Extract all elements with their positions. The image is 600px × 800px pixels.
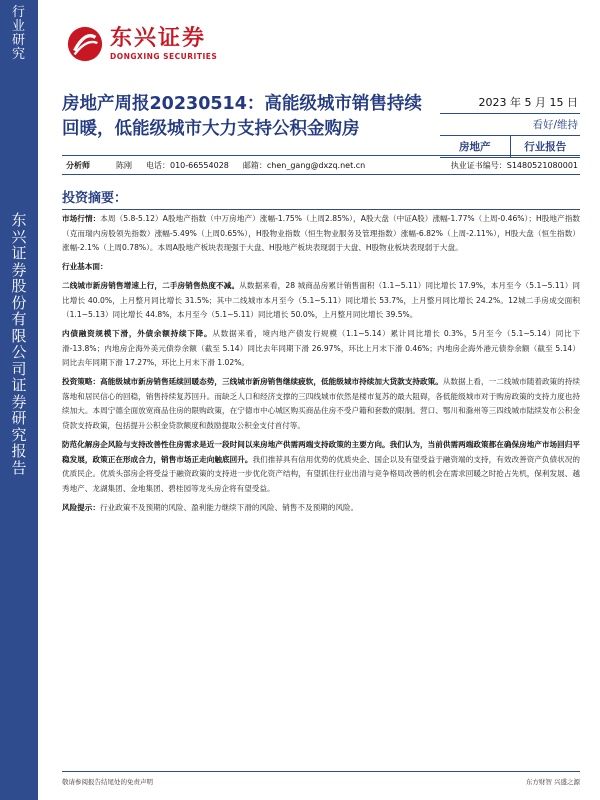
logo-name-en: DONGXING SECURITIES — [110, 52, 218, 61]
analyst-phone: 电话：010-66554028 — [146, 160, 229, 170]
fundamentals-label: 行业基本面： — [62, 262, 108, 272]
report-title: 房地产周报20230514：高能级城市销售持续回暖，低能级城市大力支持公积金购房 — [62, 94, 422, 139]
report-info-box — [440, 92, 580, 158]
strategy-paragraph — [62, 375, 580, 434]
report-type-tag: 行业报告 — [510, 136, 581, 157]
fundamentals-heading — [62, 260, 580, 275]
strategy-text: 从数据上看，一二线城市随着政策的持续落地和居民信心的回稳，销售持续复苏回升。而缺乏人口和经济支撑的三四线城市依然是楼市复苏的最大阻碍，各低能级城市对于购房政策的支持力度也持续加大。本周宁德全面放宽商品住房的限购政策，在宁德市中心城区购买商品住房不受户籍和套数的限制。营口、鄂川和滁州等三四线城市陆续发布公积金贷款支持政策，包括提升公积金贷款额度和鼓励提取公积金支付首付等。 — [62, 377, 581, 431]
sales-paragraph — [62, 279, 580, 323]
financing-label: 内债融资规模下滑，外债余额持续下降。 — [62, 328, 213, 338]
sector-tag: 房地产 — [459, 141, 491, 153]
disclaimer-note: 敬请参阅报告结尾处的免责声明 — [62, 778, 153, 786]
logo-name-cn: 东兴证券 — [110, 26, 207, 51]
analyst-name: 陈刚 — [116, 160, 132, 170]
company-logo — [66, 20, 217, 68]
logo-emblem-icon — [66, 25, 104, 63]
sales-label: 二线城市新房销售增速上行，二手房销售热度不减。 — [62, 280, 240, 290]
report-date: 2023 年 5 月 15 日 — [440, 92, 580, 114]
financing-text: 从数据来看，境内地产债发行规模（1.1~5.14）累计同比增长 0.3%，5月至今（5.1~5.14）同比下滑-13.8%；内地房企海外美元债券余额（截至 5.14）同比去年同期下滑 26.97%，环比上月末下滑 0.46%；内地房企海外港元债券余额（截至 5.14）同比去年同期下滑 17.27%，环比上月末下滑 1.02%。 — [62, 328, 581, 368]
financing-paragraph — [62, 327, 580, 371]
analyst-row — [62, 155, 580, 175]
summary-heading: 投资摘要： — [62, 187, 580, 210]
policy-paragraph — [62, 438, 580, 497]
policy-label: 防范化解房企风险与支持改善性住房需求是近一段时间以来房地产供需两端支持政策的主要方向。我们认为，当前供需两端政策都在确保房地产市场回归平稳发展，政策正在形成合力，销售市场正走向触底回升。 — [62, 439, 580, 464]
risk-paragraph — [62, 501, 580, 516]
policy-text: 我们推荐具有信用优势的优质央企、国企以及有望受益于融资端的支持，有效改善资产负债状况的优质民企。优质头部房企将受益于融资政策的支持进一步优化资产结构，有望抓住行业出清与竞争格局改善的机会在需求回暖之时抢占先机，保利发展、越秀地产、龙湖集团、金地集团、碧桂园等龙头房企将有望受益。 — [62, 454, 580, 493]
sidebar-top-label: 行业研究 — [12, 5, 27, 62]
risk-label: 风险提示： — [62, 502, 100, 512]
market-text: 本周（5.8-5.12）A股地产指数（中万房地产）涨幅-1.75%（上周2.85%），A股大盘（中证A股）涨幅-1.77%（上周-0.46%）；H股地产指数（克而瑞内房股领先指数）涨幅-5.49%（上周0.65%），H股物业指数（恒生物业服务及管理指数）涨幅-6.82%（上周-2.11%），H股大盘（恒生指数）涨幅-2.1%（上周0.78%）。本周A股地产板块表现强于大盘、H股地产板块表现弱于大盘、H股物业板块表现弱于大盘。 — [62, 214, 580, 253]
sidebar-top-band — [0, 0, 38, 84]
slogan: 东方财智 兴盛之源 — [525, 778, 580, 786]
risk-text: 行业政策不及预期的风险、盈利能力继续下滑的风险、销售不及预期的风险。 — [99, 502, 359, 512]
market-label: 市场行情： — [62, 214, 101, 223]
summary-body — [62, 212, 580, 519]
analyst-email: 邮箱：chen_gang@dxzq.net.cn — [242, 160, 366, 170]
market-paragraph — [62, 212, 580, 256]
sales-text: 从数据来看，28 城商品房累计销售面积（1.1~5.11）同比增长 17.9%，本月至今（5.1~5.11）同比增长 40.0%，上月整月同比增长 31.5%；其中二线城市本月至今（5.1~5.11）同比增长 53.7%，上月整月同比增长 24.2%。12城二手房成交面积（1.1~5.13）同比增长 44.8%，本月至今（5.1~5.11）同比增长 50.0%，上月整月同比增长 39.5%。 — [62, 280, 580, 320]
sidebar-bottom-label: 东兴证券股份有限公司证券研究报告 — [11, 211, 27, 477]
analyst-cert: 执业证书编号：S1480521080001 — [450, 160, 578, 170]
sidebar-bottom-band — [0, 84, 38, 800]
strategy-label: 投资策略：高能级城市新房销售延续回暖态势，三线城市新房销售继续疲软，低能级城市持续加大货款支持政策。 — [62, 377, 443, 387]
page-footer — [62, 771, 580, 786]
rating: 看好/维持 — [440, 114, 580, 136]
analyst-label: 分析师 — [66, 160, 90, 170]
